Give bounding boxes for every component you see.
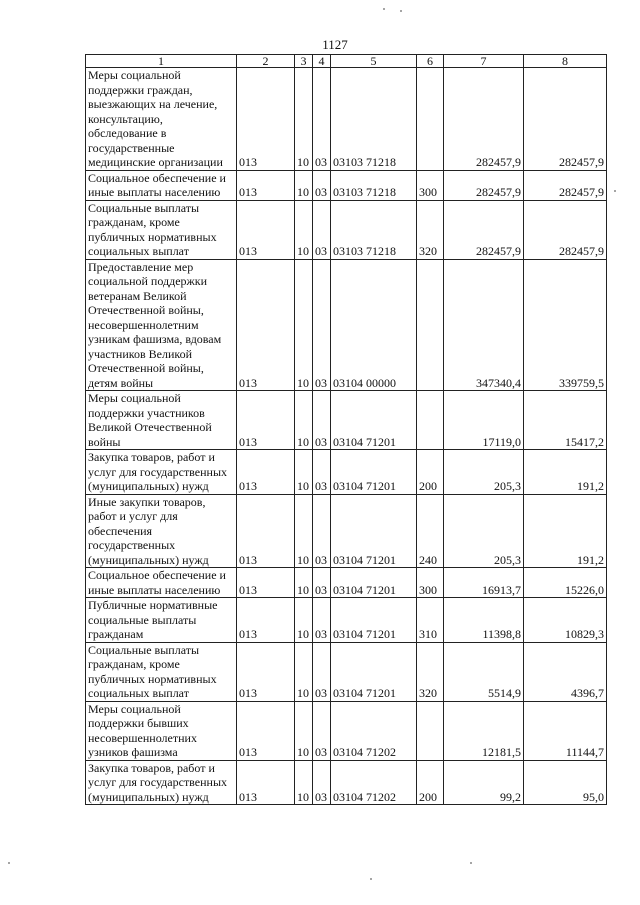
table-row [86, 568, 607, 598]
scan-speck [470, 862, 472, 864]
expense-type-code [417, 391, 444, 450]
subsection-code: 03 [313, 450, 331, 495]
column-header: 3 [295, 55, 313, 68]
row-name: Социальные выплаты гражданам, кроме публичных нормативных социальных выплат [86, 642, 237, 701]
scan-speck [370, 878, 372, 880]
row-name: Закупка товаров, работ и услуг для государственных (муниципальных) нужд [86, 760, 237, 805]
table-row [86, 170, 607, 200]
target-article-code: 03104 71201 [331, 494, 417, 568]
row-name: Социальное обеспечение и иные выплаты населению [86, 170, 237, 200]
section-code: 10 [295, 568, 313, 598]
target-article-code: 03104 71201 [331, 598, 417, 643]
subsection-code: 03 [313, 760, 331, 805]
expense-type-code: 200 [417, 760, 444, 805]
table-row [86, 68, 607, 171]
amount-col7: 282457,9 [444, 68, 524, 171]
amount-col7: 17119,0 [444, 391, 524, 450]
page-number: 1127 [322, 37, 348, 52]
table-row [86, 200, 607, 259]
admin-code: 013 [237, 450, 295, 495]
subsection-code: 03 [313, 568, 331, 598]
subsection-code: 03 [313, 68, 331, 171]
amount-col7: 282457,9 [444, 170, 524, 200]
amount-col8: 95,0 [524, 760, 607, 805]
row-name: Публичные нормативные социальные выплаты гражданам [86, 598, 237, 643]
section-code: 10 [295, 760, 313, 805]
admin-code: 013 [237, 259, 295, 391]
budget-table [85, 54, 607, 805]
section-code: 10 [295, 391, 313, 450]
admin-code: 013 [237, 642, 295, 701]
subsection-code: 03 [313, 200, 331, 259]
amount-col7: 12181,5 [444, 701, 524, 760]
scan-speck [400, 10, 402, 12]
subsection-code: 03 [313, 642, 331, 701]
section-code: 10 [295, 170, 313, 200]
target-article-code: 03103 71218 [331, 170, 417, 200]
row-name: Иные закупки товаров, работ и услуг для обеспечения государственных (муниципальных) нужд [86, 494, 237, 568]
table-row [86, 494, 607, 568]
column-header: 8 [524, 55, 607, 68]
row-name: Закупка товаров, работ и услуг для государственных (муниципальных) нужд [86, 450, 237, 495]
subsection-code: 03 [313, 701, 331, 760]
admin-code: 013 [237, 701, 295, 760]
target-article-code: 03103 71218 [331, 68, 417, 171]
expense-type-code: 320 [417, 642, 444, 701]
amount-col8: 15417,2 [524, 391, 607, 450]
amount-col8: 4396,7 [524, 642, 607, 701]
header-row [86, 55, 607, 68]
amount-col8: 15226,0 [524, 568, 607, 598]
expense-type-code: 310 [417, 598, 444, 643]
target-article-code: 03103 71218 [331, 200, 417, 259]
amount-col7: 11398,8 [444, 598, 524, 643]
target-article-code: 03104 71201 [331, 391, 417, 450]
section-code: 10 [295, 68, 313, 171]
row-name: Социальное обеспечение и иные выплаты населению [86, 568, 237, 598]
table-row [86, 259, 607, 391]
amount-col8: 282457,9 [524, 170, 607, 200]
amount-col7: 16913,7 [444, 568, 524, 598]
column-header: 7 [444, 55, 524, 68]
table-row [86, 450, 607, 495]
admin-code: 013 [237, 170, 295, 200]
amount-col8: 339759,5 [524, 259, 607, 391]
section-code: 10 [295, 494, 313, 568]
column-header: 5 [331, 55, 417, 68]
row-name: Социальные выплаты гражданам, кроме публичных нормативных социальных выплат [86, 200, 237, 259]
subsection-code: 03 [313, 170, 331, 200]
section-code: 10 [295, 259, 313, 391]
expense-type-code: 300 [417, 170, 444, 200]
scan-speck [8, 862, 10, 864]
amount-col8: 282457,9 [524, 200, 607, 259]
admin-code: 013 [237, 494, 295, 568]
subsection-code: 03 [313, 598, 331, 643]
expense-type-code: 240 [417, 494, 444, 568]
admin-code: 013 [237, 568, 295, 598]
column-header: 2 [237, 55, 295, 68]
subsection-code: 03 [313, 494, 331, 568]
amount-col7: 99,2 [444, 760, 524, 805]
section-code: 10 [295, 598, 313, 643]
expense-type-code [417, 68, 444, 171]
table-row [86, 598, 607, 643]
target-article-code: 03104 71201 [331, 450, 417, 495]
column-header: 6 [417, 55, 444, 68]
column-header: 4 [313, 55, 331, 68]
expense-type-code: 300 [417, 568, 444, 598]
admin-code: 013 [237, 598, 295, 643]
amount-col8: 191,2 [524, 494, 607, 568]
section-code: 10 [295, 701, 313, 760]
scan-speck [383, 8, 385, 10]
subsection-code: 03 [313, 259, 331, 391]
row-name: Меры социальной поддержки бывших несовершеннолетних узников фашизма [86, 701, 237, 760]
target-article-code: 03104 00000 [331, 259, 417, 391]
admin-code: 013 [237, 68, 295, 171]
amount-col7: 205,3 [444, 494, 524, 568]
section-code: 10 [295, 200, 313, 259]
admin-code: 013 [237, 391, 295, 450]
amount-col7: 347340,4 [444, 259, 524, 391]
table-row [86, 760, 607, 805]
expense-type-code: 320 [417, 200, 444, 259]
admin-code: 013 [237, 200, 295, 259]
section-code: 10 [295, 642, 313, 701]
amount-col8: 191,2 [524, 450, 607, 495]
target-article-code: 03104 71201 [331, 568, 417, 598]
expense-type-code: 200 [417, 450, 444, 495]
amount-col7: 5514,9 [444, 642, 524, 701]
target-article-code: 03104 71201 [331, 642, 417, 701]
table-row [86, 642, 607, 701]
table-row [86, 391, 607, 450]
target-article-code: 03104 71202 [331, 701, 417, 760]
amount-col8: 282457,9 [524, 68, 607, 171]
amount-col8: 10829,3 [524, 598, 607, 643]
row-name: Меры социальной поддержки граждан, выезжающих на лечение, консультацию, обследование в государственные медицинские организации [86, 68, 237, 171]
amount-col8: 11144,7 [524, 701, 607, 760]
admin-code: 013 [237, 760, 295, 805]
column-header: 1 [86, 55, 237, 68]
section-code: 10 [295, 450, 313, 495]
amount-col7: 282457,9 [444, 200, 524, 259]
expense-type-code [417, 259, 444, 391]
table-row [86, 701, 607, 760]
row-name: Меры социальной поддержки участников Великой Отечественной войны [86, 391, 237, 450]
row-name: Предоставление мер социальной поддержки ветеранам Великой Отечественной войны, несовершеннолетним узникам фашизма, вдовам участников Великой Отечественной войны, детям войны [86, 259, 237, 391]
amount-col7: 205,3 [444, 450, 524, 495]
subsection-code: 03 [313, 391, 331, 450]
expense-type-code [417, 701, 444, 760]
target-article-code: 03104 71202 [331, 760, 417, 805]
scan-speck [614, 190, 616, 192]
